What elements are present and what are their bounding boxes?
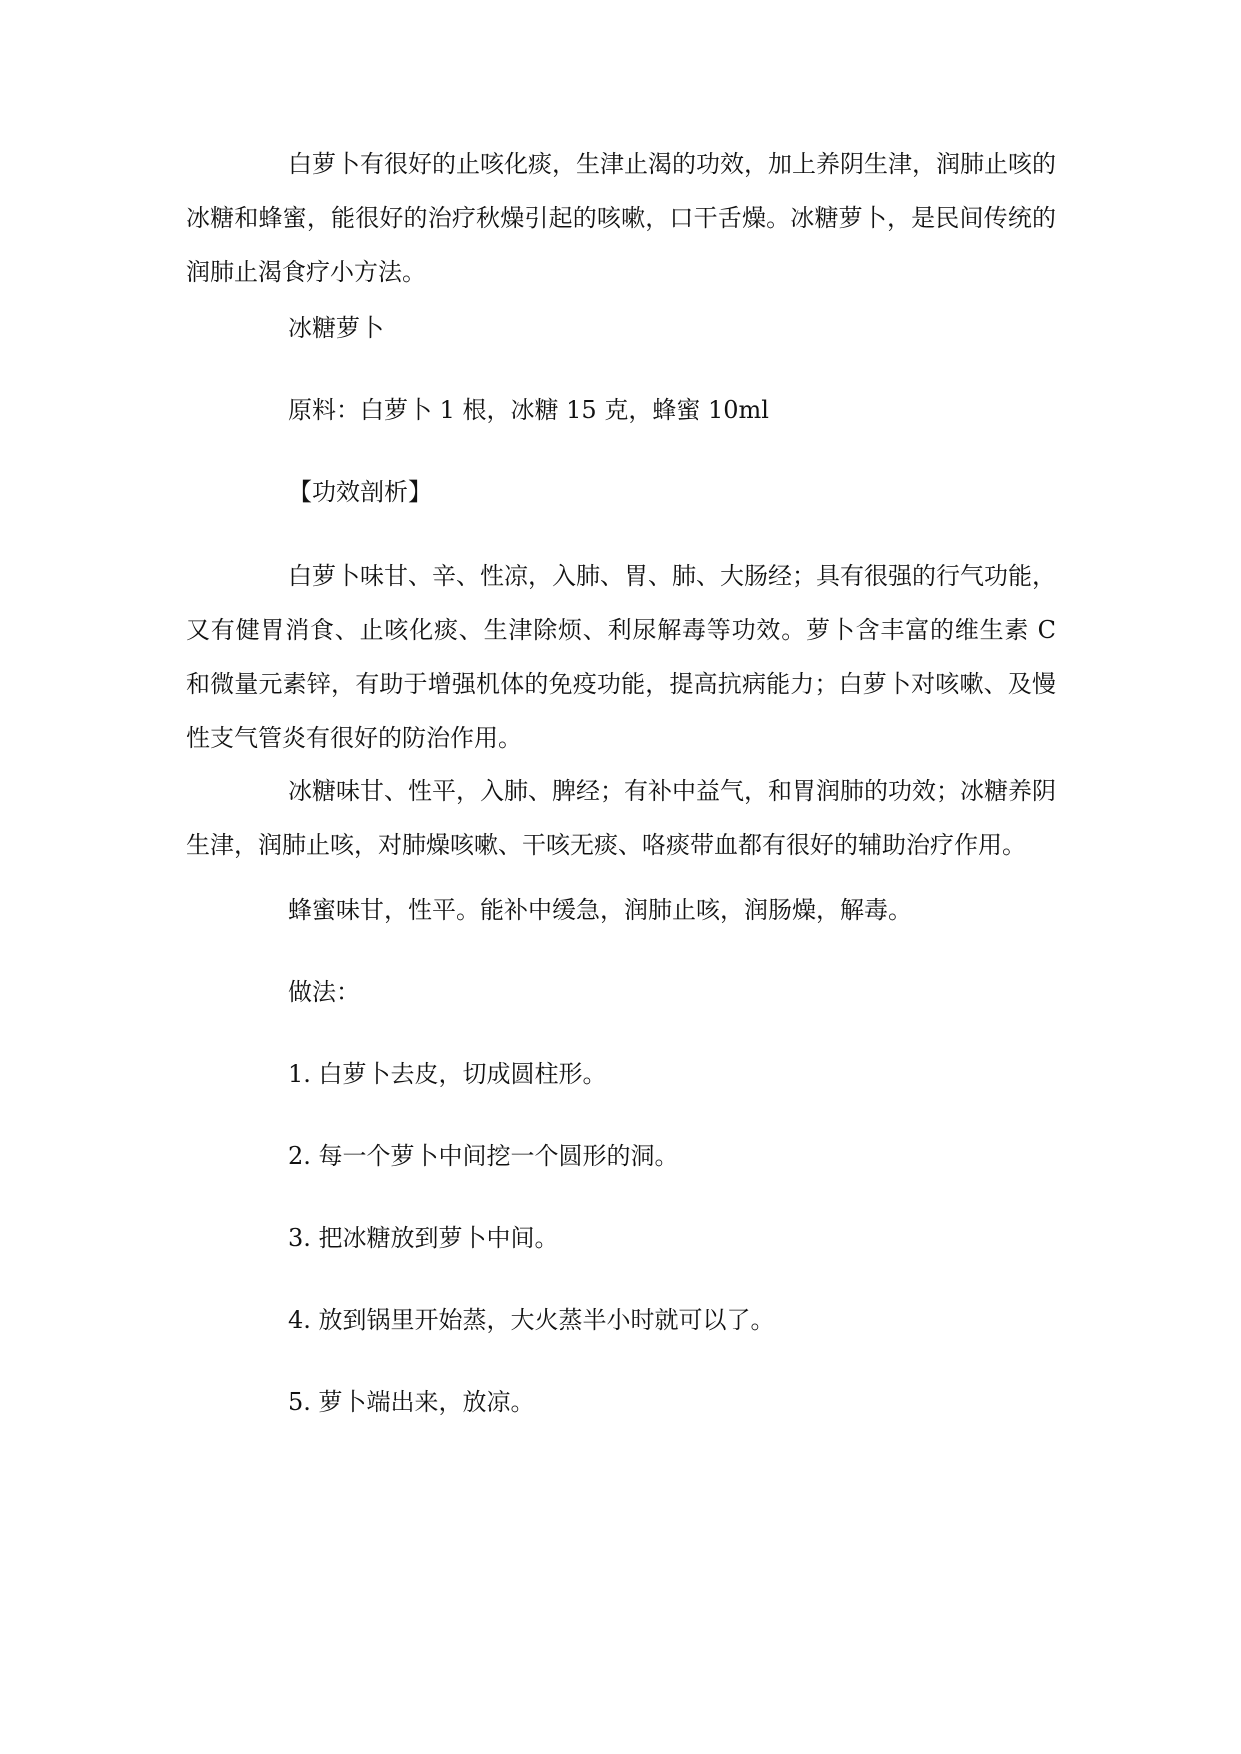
step-item: 4. 放到锅里开始蒸，大火蒸半小时就可以了。 [288,1306,775,1334]
recipe-title: 冰糖萝卜 [288,314,384,342]
step-item: 1. 白萝卜去皮，切成圆柱形。 [288,1060,607,1088]
step-item: 3. 把冰糖放到萝卜中间。 [288,1224,559,1252]
rock-sugar-efficacy-paragraph: 冰糖味甘、性平，入肺、脾经；有补中益气，和胃润肺的功效；冰糖养阴生津，润肺止咳，对肺燥咳嗽、干咳无痰、咯痰带血都有很好的辅助治疗作用。 [186,777,1056,859]
step-item: 2. 每一个萝卜中间挖一个圆形的洞。 [288,1142,679,1170]
radish-efficacy-paragraph: 白萝卜味甘、辛、性凉，入肺、胃、肺、大肠经；具有很强的行气功能，又有健胃消食、止咳化痰、生津除烦、利尿解毒等功效。萝卜含丰富的维生素 C 和微量元素锌，有助于增强机体的免疫功能，提高抗病能力；白萝卜对咳嗽、及慢性支气管炎有很好的防治作用。 [186,562,1056,752]
ingredients-line: 原料：白萝卜 1 根，冰糖 15 克，蜂蜜 10ml [288,396,769,424]
step-item: 5. 萝卜端出来，放凉。 [288,1388,535,1416]
method-heading: 做法： [288,978,360,1006]
intro-paragraph: 白萝卜有很好的止咳化痰，生津止渴的功效，加上养阴生津，润肺止咳的冰糖和蜂蜜，能很好的治疗秋燥引起的咳嗽，口干舌燥。冰糖萝卜，是民间传统的润肺止渴食疗小方法。 [186,150,1056,286]
section-heading-efficacy: 【功效剖析】 [288,478,432,506]
honey-efficacy-paragraph: 蜂蜜味甘，性平。能补中缓急，润肺止咳，润肠燥，解毒。 [288,896,912,924]
